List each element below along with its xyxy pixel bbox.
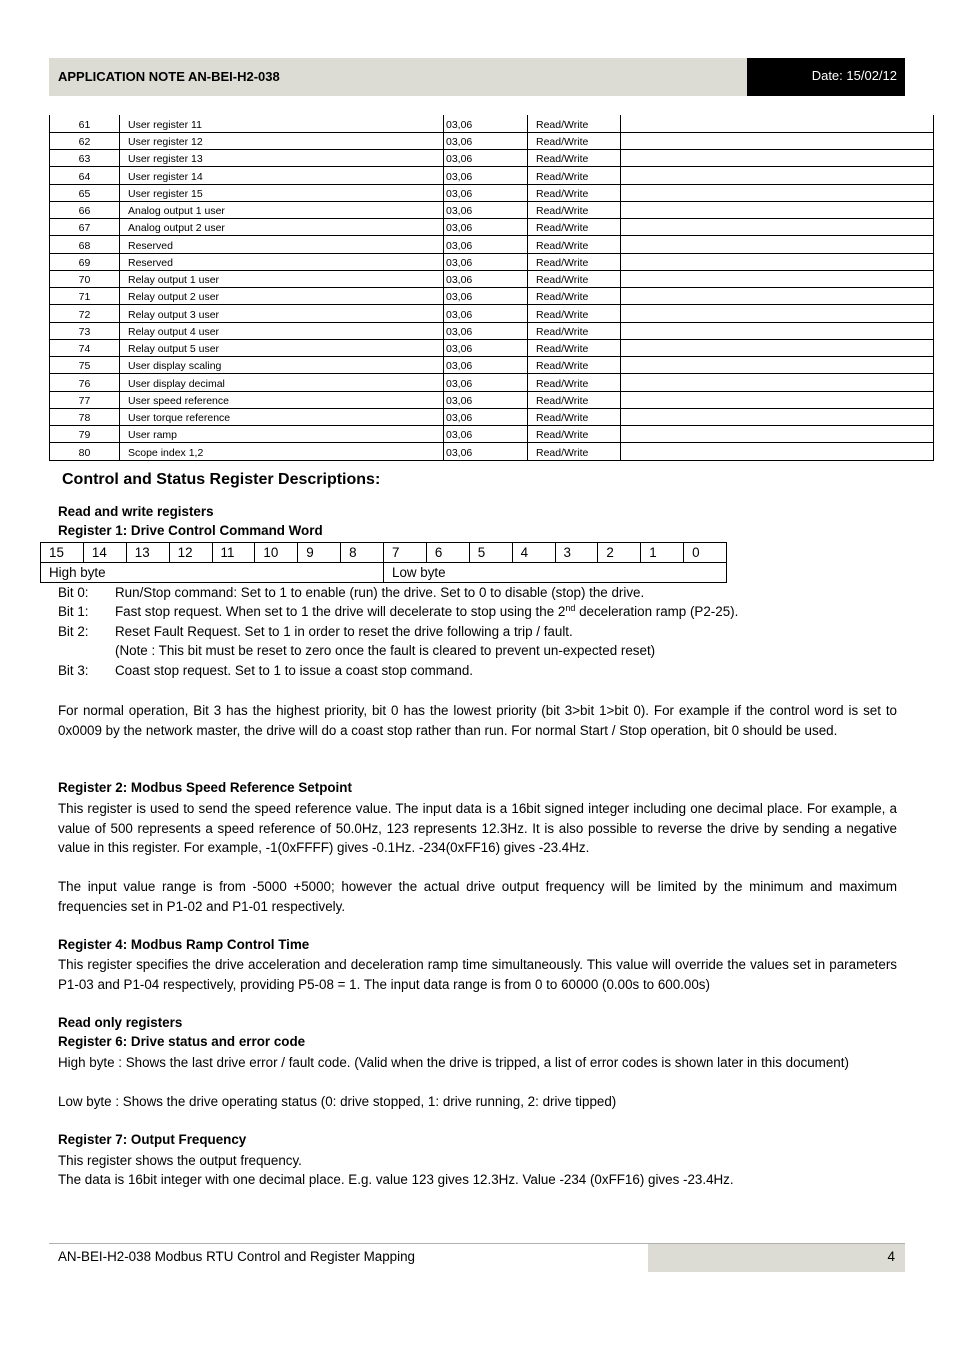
table-row	[50, 115, 934, 132]
bit-number-row	[41, 543, 727, 563]
bit-number-cell: 11	[212, 543, 255, 563]
bit0-label: Bit 0:	[58, 585, 89, 600]
register-number: 75	[50, 357, 120, 374]
bit-number-cell: 15	[41, 543, 84, 563]
table-row	[50, 339, 934, 356]
bit-number-cell: 1	[641, 543, 684, 563]
register-function: User register 13	[120, 150, 444, 167]
bit1-superscript: nd	[565, 603, 576, 613]
byte-row	[41, 563, 727, 583]
register-access: Read/Write	[528, 426, 621, 443]
register-access: Read/Write	[528, 270, 621, 287]
function-code: 03,06	[444, 132, 528, 149]
register-access: Read/Write	[528, 219, 621, 236]
register-notes	[621, 305, 934, 322]
register-function: Relay output 1 user	[120, 270, 444, 287]
reg4-paragraph: This register specifies the drive acceleration and deceleration ramp time simultaneously. This value will override the values set in parameters P1-03 and P1-04 respectively, providing P5-08 = 1. The input data range is from 0 to 60000 (0.00s to 600.00s)	[58, 957, 897, 992]
bit2-text: Reset Fault Request. Set to 1 in order to reset the drive following a trip / fault.	[115, 624, 573, 639]
reg2-heading: Register 2: Modbus Speed Reference Setpoint	[58, 780, 352, 795]
register-number: 66	[50, 201, 120, 218]
register-notes	[621, 167, 934, 184]
bit3-label: Bit 3:	[58, 663, 89, 678]
register-function: Analog output 2 user	[120, 219, 444, 236]
page-number: 4	[648, 1244, 905, 1272]
register-number: 72	[50, 305, 120, 322]
high-byte-cell: High byte	[41, 563, 384, 583]
register-number: 65	[50, 184, 120, 201]
register-function: User register 15	[120, 184, 444, 201]
register-access: Read/Write	[528, 115, 621, 132]
priority-paragraph: For normal operation, Bit 3 has the highest priority, bit 0 has the lowest priority (bit 3>bit 1>bit 0). For example if the control word is set to 0x0009 by the network master, the drive will do a coast stop rather than run. For normal Start / Stop operation, bit 0 should be used.	[58, 703, 897, 738]
register-notes	[621, 115, 934, 132]
register-notes	[621, 270, 934, 287]
table-row	[50, 426, 934, 443]
reg2-paragraph-1: This register is used to send the speed reference value. The input data is a 16bit signed integer including one decimal place. For example, a value of 500 represents a speed reference of 50.0Hz, 123 represents 12.3Hz. It is also possible to reverse the drive by sending a negative value in this register. For example, -1(0xFFFF) gives -0.1Hz. -234(0xFF16) gives -23.4Hz.	[58, 801, 897, 856]
section-title: Control and Status Register Descriptions:	[62, 471, 381, 488]
register-function: Reserved	[120, 236, 444, 253]
bit0-row	[58, 585, 644, 600]
register-function: Relay output 4 user	[120, 322, 444, 339]
register-number: 67	[50, 219, 120, 236]
register-access: Read/Write	[528, 443, 621, 460]
register-function: User display decimal	[120, 374, 444, 391]
function-code: 03,06	[444, 288, 528, 305]
page-header	[49, 58, 905, 96]
reg6-heading: Register 6: Drive status and error code	[58, 1034, 306, 1049]
register-notes	[621, 374, 934, 391]
reg7-line-1: This register shows the output frequency.	[58, 1153, 302, 1168]
function-code: 03,06	[444, 270, 528, 287]
reg6-high-byte: High byte : Shows the last drive error / fault code. (Valid when the drive is tripped, a list of error codes is shown later in this document)	[58, 1055, 849, 1070]
header-title: APPLICATION NOTE AN-BEI-H2-038	[58, 69, 280, 84]
register-access: Read/Write	[528, 374, 621, 391]
register-access: Read/Write	[528, 339, 621, 356]
register-access: Read/Write	[528, 201, 621, 218]
bit2-label: Bit 2:	[58, 624, 89, 639]
register-number: 78	[50, 408, 120, 425]
function-code: 03,06	[444, 322, 528, 339]
table-row	[50, 253, 934, 270]
bit2-note-row	[58, 643, 655, 658]
reg1-heading: Register 1: Drive Control Command Word	[58, 523, 323, 538]
function-code: 03,06	[444, 201, 528, 218]
register-function: Analog output 1 user	[120, 201, 444, 218]
register-access: Read/Write	[528, 236, 621, 253]
bit-number-cell: 3	[555, 543, 598, 563]
register-notes	[621, 184, 934, 201]
bit3-row	[58, 663, 473, 678]
bit2-note: (Note : This bit must be reset to zero once the fault is cleared to prevent un-expected reset)	[115, 643, 656, 658]
register-notes	[621, 253, 934, 270]
table-row	[50, 357, 934, 374]
function-code: 03,06	[444, 443, 528, 460]
bit2-row	[58, 624, 573, 639]
table-row	[50, 184, 934, 201]
rw-heading: Read and write registers	[58, 504, 214, 519]
table-row	[50, 443, 934, 460]
register-notes	[621, 426, 934, 443]
register-notes	[621, 357, 934, 374]
register-number: 76	[50, 374, 120, 391]
register-access: Read/Write	[528, 408, 621, 425]
bit-number-cell: 4	[512, 543, 555, 563]
register-function: Relay output 2 user	[120, 288, 444, 305]
function-code: 03,06	[444, 184, 528, 201]
register-function: Relay output 5 user	[120, 339, 444, 356]
table-row	[50, 167, 934, 184]
bit-number-cell: 6	[426, 543, 469, 563]
reg7-heading: Register 7: Output Frequency	[58, 1132, 247, 1147]
register-notes	[621, 339, 934, 356]
function-code: 03,06	[444, 236, 528, 253]
function-code: 03,06	[444, 408, 528, 425]
bit-number-cell: 12	[169, 543, 212, 563]
function-code: 03,06	[444, 253, 528, 270]
table-row	[50, 132, 934, 149]
register-number: 74	[50, 339, 120, 356]
register-access: Read/Write	[528, 253, 621, 270]
register-number: 62	[50, 132, 120, 149]
function-code: 03,06	[444, 305, 528, 322]
register-number: 71	[50, 288, 120, 305]
bit-number-cell: 10	[255, 543, 298, 563]
register-access: Read/Write	[528, 322, 621, 339]
bit-number-cell: 7	[384, 543, 427, 563]
register-number: 77	[50, 391, 120, 408]
register-notes	[621, 288, 934, 305]
register-function: User register 14	[120, 167, 444, 184]
function-code: 03,06	[444, 339, 528, 356]
function-code: 03,06	[444, 426, 528, 443]
bit1-row	[58, 604, 738, 619]
header-date: Date: 15/02/12	[747, 58, 905, 96]
register-number: 73	[50, 322, 120, 339]
register-notes	[621, 132, 934, 149]
register-notes	[621, 219, 934, 236]
function-code: 03,06	[444, 357, 528, 374]
table-row	[50, 219, 934, 236]
bit1-text-a: Fast stop request. When set to 1 the drive will decelerate to stop using the 2	[115, 604, 566, 619]
bit1-text-b: deceleration ramp (P2-25).	[575, 604, 739, 619]
low-byte-cell: Low byte	[384, 563, 727, 583]
function-code: 03,06	[444, 374, 528, 391]
register-notes	[621, 201, 934, 218]
control-word-bit-table	[40, 542, 727, 583]
register-access: Read/Write	[528, 184, 621, 201]
bit-number-cell: 8	[341, 543, 384, 563]
reg2-paragraph-2: The input value range is from -5000 +5000; however the actual drive output frequency will be limited by the minimum and maximum frequencies set in P1-02 and P1-01 respectively.	[58, 879, 897, 914]
bit-number-cell: 13	[126, 543, 169, 563]
register-function: User register 11	[120, 115, 444, 132]
register-access: Read/Write	[528, 167, 621, 184]
register-notes	[621, 322, 934, 339]
function-code: 03,06	[444, 167, 528, 184]
table-row	[50, 201, 934, 218]
register-access: Read/Write	[528, 132, 621, 149]
register-table	[49, 115, 934, 461]
register-number: 61	[50, 115, 120, 132]
table-row	[50, 270, 934, 287]
table-row	[50, 150, 934, 167]
bit3-text: Coast stop request. Set to 1 to issue a coast stop command.	[115, 663, 474, 678]
register-function: User ramp	[120, 426, 444, 443]
register-function: Reserved	[120, 253, 444, 270]
register-function: User display scaling	[120, 357, 444, 374]
register-function: User speed reference	[120, 391, 444, 408]
table-row	[50, 305, 934, 322]
register-function: Scope index 1,2	[120, 443, 444, 460]
register-number: 70	[50, 270, 120, 287]
table-row	[50, 322, 934, 339]
bit-number-cell: 9	[298, 543, 341, 563]
register-access: Read/Write	[528, 288, 621, 305]
register-function: User register 12	[120, 132, 444, 149]
register-notes	[621, 236, 934, 253]
table-row	[50, 288, 934, 305]
register-access: Read/Write	[528, 391, 621, 408]
ro-heading: Read only registers	[58, 1015, 183, 1030]
function-code: 03,06	[444, 115, 528, 132]
function-code: 03,06	[444, 150, 528, 167]
register-access: Read/Write	[528, 305, 621, 322]
register-notes	[621, 408, 934, 425]
reg4-heading: Register 4: Modbus Ramp Control Time	[58, 937, 310, 952]
footer-title: AN-BEI-H2-038 Modbus RTU Control and Register Mapping	[58, 1249, 415, 1264]
table-row	[50, 374, 934, 391]
bit-number-cell: 14	[83, 543, 126, 563]
register-number: 69	[50, 253, 120, 270]
reg6-low-byte: Low byte : Shows the drive operating status (0: drive stopped, 1: drive running, 2: drive tipped)	[58, 1094, 617, 1109]
function-code: 03,06	[444, 391, 528, 408]
register-notes	[621, 443, 934, 460]
register-function: User torque reference	[120, 408, 444, 425]
reg7-line-2: The data is 16bit integer with one decimal place. E.g. value 123 gives 12.3Hz. Value -234 (0xFF16) gives -23.4Hz.	[58, 1172, 734, 1187]
register-notes	[621, 150, 934, 167]
function-code: 03,06	[444, 219, 528, 236]
register-number: 68	[50, 236, 120, 253]
register-notes	[621, 391, 934, 408]
register-access: Read/Write	[528, 150, 621, 167]
bit0-text: Run/Stop command: Set to 1 to enable (run) the drive. Set to 0 to disable (stop) the drive.	[115, 585, 645, 600]
bit-number-cell: 0	[684, 543, 727, 563]
table-row	[50, 408, 934, 425]
register-access: Read/Write	[528, 357, 621, 374]
register-function: Relay output 3 user	[120, 305, 444, 322]
register-number: 63	[50, 150, 120, 167]
register-number: 79	[50, 426, 120, 443]
table-row	[50, 236, 934, 253]
register-number: 80	[50, 443, 120, 460]
register-number: 64	[50, 167, 120, 184]
bit1-label: Bit 1:	[58, 604, 89, 619]
table-row	[50, 391, 934, 408]
bit-number-cell: 2	[598, 543, 641, 563]
bit-number-cell: 5	[469, 543, 512, 563]
